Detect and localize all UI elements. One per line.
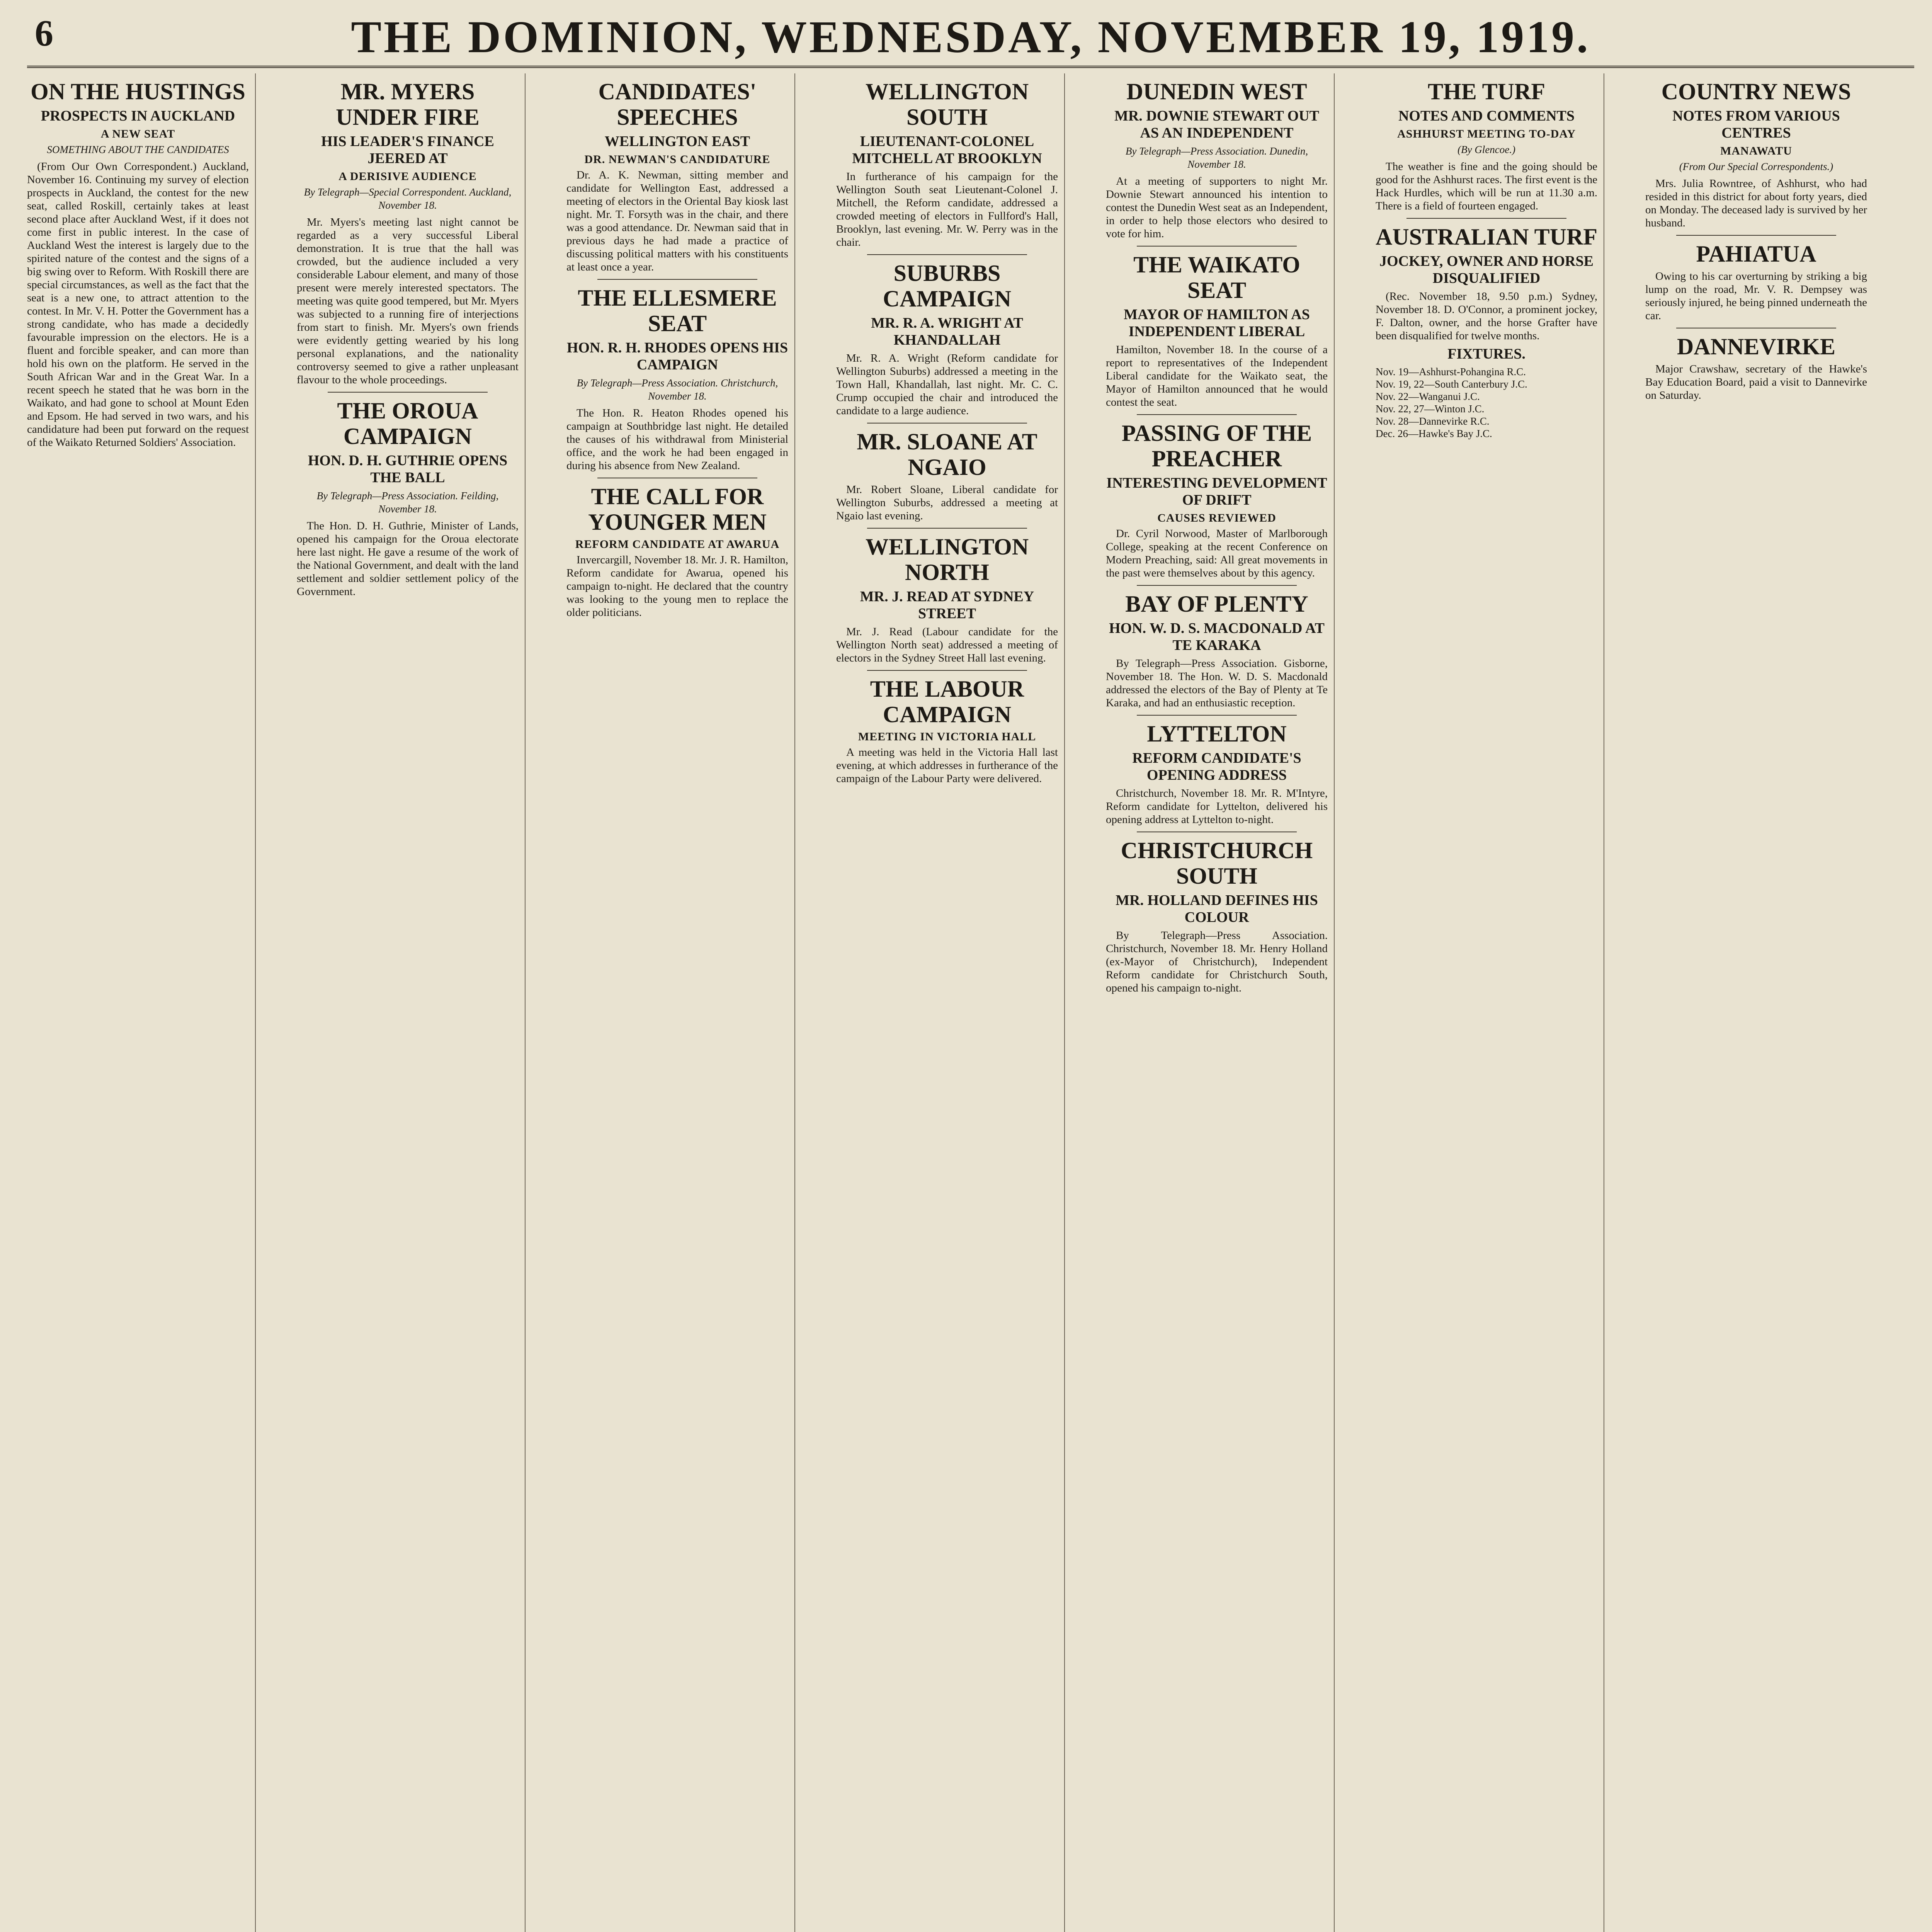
article — [1645, 79, 1867, 230]
article-byline: By Telegraph—Special Correspondent. Auckland, November 18. — [304, 186, 512, 211]
article-byline: (From Our Special Correspondents.) — [1679, 161, 1833, 172]
column-6 — [1376, 73, 1604, 1932]
article-subhead: HIS LEADER'S FINANCE JEERED AT — [321, 133, 494, 167]
article-divider — [1137, 715, 1297, 716]
article-kicker: REFORM CANDIDATE AT AWARUA — [575, 538, 780, 551]
article-kicker: A NEW SEAT — [100, 128, 175, 140]
article — [836, 79, 1058, 249]
fixture-item: Nov. 28—Dannevirke R.C. — [1376, 415, 1490, 427]
article-kicker: DR. NEWMAN'S CANDIDATURE — [584, 153, 770, 166]
article-divider — [1137, 414, 1297, 415]
article-body: At a meeting of supporters to night Mr. Downie Stewart announced his intention to contest the Dunedin West seat as an Independent, in order to help those electors who desired to vote for him. — [1106, 175, 1328, 240]
article — [1645, 235, 1867, 322]
article-byline: (By Glencoe.) — [1458, 144, 1515, 155]
article-byline: By Telegraph—Press Association. Feilding, November 18. — [316, 490, 499, 515]
article-body: The weather is fine and the going should be good for the Ashhurst races. The first event is the Hack Hurdles, which will be run at 11.30 a.m. There is a field of fourteen engaged. — [1376, 160, 1597, 212]
article-body: By Telegraph—Press Association. Christchurch, November 18. Mr. Henry Holland (ex-Mayor of Christchurch), Independent Reform candidate for Christchurch South, opened his campaign to-night. — [1106, 929, 1328, 994]
article-subhead: HON. R. H. RHODES OPENS HIS CAMPAIGN — [566, 340, 788, 373]
article-headline: SUBURBS CAMPAIGN — [883, 260, 1012, 311]
article — [1645, 328, 1867, 402]
fixtures-title: FIXTURES. — [1447, 346, 1526, 362]
article-subhead: MR. DOWNIE STEWART OUT AS AN INDEPENDENT — [1114, 108, 1320, 141]
article-body: (Rec. November 18, 9.50 p.m.) Sydney, November 18. D. O'Connor, a prominent jockey, F. Dalton, owner, and the horse Grafter have been disqualified for twelve months. — [1376, 290, 1597, 342]
article-headline: WELLINGTON NORTH — [865, 534, 1029, 585]
article-body: (From Our Own Correspondent.) Auckland, November 16. Continuing my survey of election prospects in Auckland, the contest for the new seat, called Roskill, certainly takes at least second place after Auckland West, if it does not come first in public interest. In the case of Auckland West the interest is largely due to the spirited nature of the contest and the signs of a big swing over to Reform. With Roskill there are special circumstances, as well as the fact that the seat is a new one, to attract attention to the contest. In Mr. V. H. Potter the Government has a strong candidate, who has made a decidedly favourable impression on the electors. He is a fluent and forcible speaker, and can more than hold his own on the platform. He served in the South African War and in the Great War. In a recent speech he stated that he was born in the Waikato, and had gone to school at Mount Eden and Epsom. He had served in two wars, and his candidature had been put forward on the request of the Waikato Returned Soldiers' Association. — [27, 160, 249, 449]
article-subhead: MAYOR OF HAMILTON AS INDEPENDENT LIBERAL — [1124, 306, 1310, 340]
article-divider — [867, 670, 1027, 671]
column-3 — [566, 73, 795, 1932]
article-subhead: NOTES AND COMMENTS — [1398, 108, 1575, 124]
article — [566, 478, 788, 619]
article-headline: MR. MYERS UNDER FIRE — [336, 79, 480, 130]
article-byline: By Telegraph—Press Association. Dunedin, November 18. — [1125, 145, 1308, 170]
article-subhead: INTERESTING DEVELOPMENT OF DRIFT — [1106, 475, 1327, 508]
article-subhead: LIEUTENANT-COLONEL MITCHELL AT BROOKLYN — [852, 133, 1042, 167]
article-headline: AUSTRALIAN TURF — [1376, 224, 1597, 250]
article-kicker: A DERISIVE AUDIENCE — [338, 170, 477, 183]
article-subhead: JOCKEY, OWNER AND HORSE DISQUALIFIED — [1379, 253, 1594, 286]
article-headline: BAY OF PLENTY — [1125, 591, 1308, 617]
article-subhead: NOTES FROM VARIOUS CENTRES — [1672, 108, 1840, 141]
article — [1106, 246, 1328, 409]
article-byline: SOMETHING ABOUT THE CANDIDATES — [47, 144, 229, 155]
article-subhead: WELLINGTON EAST — [604, 133, 750, 150]
column-7 — [1645, 73, 1873, 1932]
article-body: Mr. J. Read (Labour candidate for the Wellington North seat) addressed a meeting of electors in the Sydney Street Hall last evening. — [836, 626, 1058, 664]
article-divider — [328, 392, 488, 393]
article-body: Mrs. Julia Rowntree, of Ashhurst, who had resided in this district for about forty years, died on Monday. The deceased lady is survived by her husband. — [1645, 177, 1867, 229]
article-kicker: ASHHURST MEETING TO-DAY — [1397, 128, 1576, 140]
article-body: Mr. R. A. Wright (Reform candidate for Wellington Suburbs) addressed a meeting in the Town Hall, Khandallah, last night. Mr. C. C. Crump occupied the chair and introduced the candidate to a large audience. — [836, 352, 1058, 417]
article-body: Mr. Robert Sloane, Liberal candidate for Wellington Suburbs, addressed a meeting at Ngaio last evening. — [836, 483, 1058, 522]
article-headline: THE WAIKATO SEAT — [1133, 252, 1300, 303]
article-body: Hamilton, November 18. In the course of a report to representatives of the Independent Liberal candidate for the Waikato seat, the Mayor of Hamilton announced that he would contest the seat. — [1106, 344, 1328, 408]
article — [836, 670, 1058, 785]
column-1 — [27, 73, 256, 1932]
article — [1376, 218, 1597, 342]
article-subhead: PROSPECTS IN AUCKLAND — [41, 108, 235, 124]
article-divider — [597, 279, 757, 280]
article-headline: THE LABOUR CAMPAIGN — [870, 676, 1024, 727]
fixture-item: Nov. 19, 22—South Canterbury J.C. — [1376, 378, 1527, 390]
fixture-item: Nov. 19—Ashhurst-Pohangina R.C. — [1376, 366, 1526, 378]
article-headline: CANDIDATES' SPEECHES — [598, 79, 757, 130]
article-subhead: REFORM CANDIDATE'S OPENING ADDRESS — [1132, 750, 1301, 783]
article-headline: CHRISTCHURCH SOUTH — [1121, 838, 1313, 889]
article-divider — [1406, 218, 1566, 219]
fixtures-list — [1376, 345, 1597, 440]
article — [1106, 414, 1328, 580]
article — [1106, 715, 1328, 826]
article-headline: WELLINGTON SOUTH — [865, 79, 1029, 130]
article — [836, 423, 1058, 522]
column-4 — [836, 73, 1065, 1932]
article-body: A meeting was held in the Victoria Hall last evening, at which addresses in furtherance of the campaign of the Labour Party were delivered. — [836, 746, 1058, 785]
article-byline: By Telegraph—Press Association. Christchurch, November 18. — [577, 377, 778, 402]
fixture-item: Dec. 26—Hawke's Bay J.C. — [1376, 428, 1492, 439]
article-body: Mr. Myers's meeting last night cannot be regarded as a very successful Liberal demonstration. It is true that the hall was crowded, but the audience included a very considerable Labour element, and many of those present were merely interested spectators. The meeting was quite good tempered, but Mr. Myers was subjected to a running fire of interjections from start to finish. Mr. Myers's own friends were evidently getting wearied by his long personal explanations, and the nationality controversy seemed to give a rather unpleasant flavour to the whole proceedings. — [297, 216, 519, 386]
article-headline: LYTTELTON — [1147, 721, 1287, 747]
column-5 — [1106, 73, 1335, 1932]
article-kicker: MEETING IN VICTORIA HALL — [858, 730, 1036, 743]
article — [1376, 79, 1597, 213]
article-divider — [1137, 585, 1297, 586]
article-body: Dr. A. K. Newman, sitting member and candidate for Wellington East, addressed a meeting of electors in the Oriental Bay kiosk last night. Mr. T. Forsyth was in the chair, and there was a good attendance. Dr. Newman said that in previous days he had made a practice of discussing political matters with his constituents at least once a year. — [566, 169, 788, 273]
newspaper-title: THE DOMINION, WEDNESDAY, NOVEMBER 19, 1919. — [351, 12, 1590, 62]
article — [27, 79, 249, 449]
article-headline: ON THE HUSTINGS — [31, 79, 245, 104]
article-headline: THE OROUA CAMPAIGN — [337, 398, 478, 449]
article-divider — [1676, 235, 1836, 236]
article-body: The Hon. D. H. Guthrie, Minister of Lands, opened his campaign for the Oroua electorate here last night. He gave a resume of the work of the National Government, and dealt with the land settlement and soldier settlement policy of the Government. — [297, 520, 519, 598]
article-body: Owing to his car overturning by striking a big lump on the road, Mr. V. R. Dempsey was seriously injured, he being pinned underneath the car. — [1645, 270, 1867, 322]
page-number: 6 — [35, 12, 53, 54]
article-kicker: MANAWATU — [1720, 145, 1792, 157]
article — [1106, 832, 1328, 995]
article-divider — [1137, 246, 1297, 247]
article-headline: PAHIATUA — [1696, 241, 1816, 267]
article-body: Christchurch, November 18. Mr. R. M'Intyre, Reform candidate for Lyttelton, delivered his opening address at Lyttelton to-night. — [1106, 787, 1328, 826]
article-body: Invercargill, November 18. Mr. J. R. Hamilton, Reform candidate for Awarua, opened his campaign to-night. He declared that the country was looking to the young men to replace the older politicians. — [566, 554, 788, 619]
article-subhead: MR. R. A. WRIGHT AT KHANDALLAH — [871, 315, 1023, 348]
masthead — [27, 8, 1914, 68]
article-subhead: HON. W. D. S. MACDONALD AT TE KARAKA — [1109, 620, 1325, 653]
article-body: The Hon. R. Heaton Rhodes opened his campaign at Southbridge last night. He detailed the causes of his withdrawal from Ministerial office, and the work he had been engaged in during his absence from New Zealand. — [566, 407, 788, 472]
article-kicker: CAUSES REVIEWED — [1157, 512, 1276, 524]
article-headline: THE TURF — [1428, 79, 1545, 104]
article-divider — [867, 254, 1027, 255]
article-body: By Telegraph—Press Association. Gisborne, November 18. The Hon. W. D. S. Macdonald addressed the electors of the Bay of Plenty at Te Karaka, and had an enthusiastic reception. — [1106, 657, 1328, 709]
article — [1106, 585, 1328, 709]
article-headline: COUNTRY NEWS — [1661, 79, 1851, 104]
article-subhead: HON. D. H. GUTHRIE OPENS THE BALL — [308, 452, 508, 486]
article-headline: MR. SLOANE AT NGAIO — [857, 429, 1037, 480]
fixture-item: Nov. 22—Wanganui J.C. — [1376, 391, 1480, 402]
article-headline: PASSING OF THE PREACHER — [1121, 420, 1312, 471]
article — [297, 79, 519, 386]
article-headline: DANNEVIRKE — [1677, 334, 1836, 359]
article — [297, 392, 519, 598]
article-subhead: MR. J. READ AT SYDNEY STREET — [860, 588, 1034, 622]
fixture-item: Nov. 22, 27—Winton J.C. — [1376, 403, 1485, 415]
article-divider — [867, 528, 1027, 529]
article — [836, 254, 1058, 417]
article-body: In furtherance of his campaign for the Wellington South seat Lieutenant-Colonel J. Mitchell, the Reform candidate, addressed a crowded meeting of electors in Fullford's Hall, Brooklyn, last evening. Mr. W. Perry was in the chair. — [836, 170, 1058, 248]
article-body: Major Crawshaw, secretary of the Hawke's Bay Education Board, paid a visit to Dannevirke on Saturday. — [1645, 363, 1867, 401]
article-headline: THE ELLESMERE SEAT — [578, 285, 777, 336]
article-body: Dr. Cyril Norwood, Master of Marlborough College, speaking at the recent Conference on Modern Preaching, said: All great movements in the past were themselves about by this agency. — [1106, 527, 1328, 579]
article — [1106, 79, 1328, 240]
article — [566, 79, 788, 274]
article-headline: THE CALL FOR YOUNGER MEN — [588, 484, 767, 535]
article-subhead: MR. HOLLAND DEFINES HIS COLOUR — [1116, 892, 1318, 925]
article-headline: DUNEDIN WEST — [1126, 79, 1307, 104]
article — [836, 528, 1058, 665]
article — [566, 279, 788, 472]
column-2 — [297, 73, 526, 1932]
